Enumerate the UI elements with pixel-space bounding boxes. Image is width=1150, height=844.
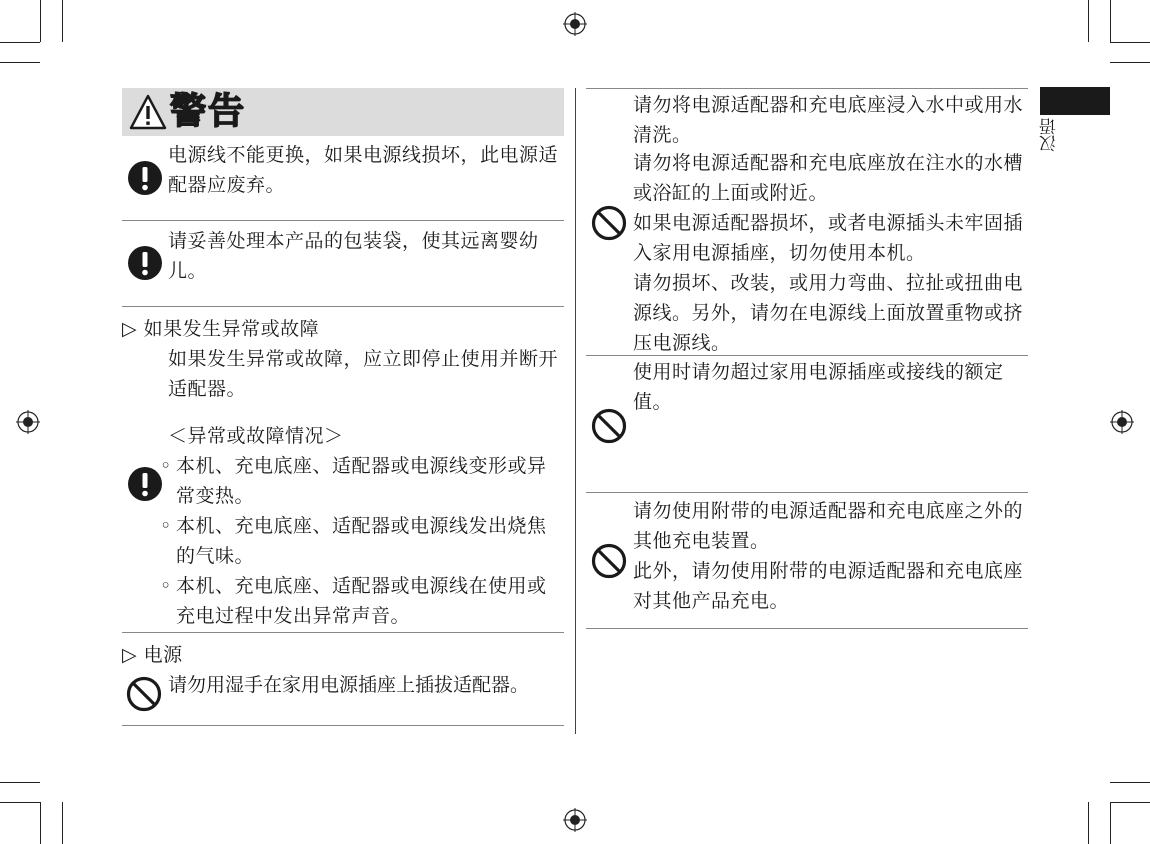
right-item3-paras — [633, 496, 1029, 616]
list-item: ◦ 本机、充电底座、适配器或电源线在使用或充电过程中发出异常声音。 — [160, 571, 564, 631]
mandatory-exclamation-icon — [127, 466, 163, 502]
left-item2-text: 请妥善处理本产品的包装袋，使其远离婴幼儿。 — [168, 230, 539, 282]
paragraph: 请勿将电源适配器和充电底座浸入水中或用水清洗。 — [633, 94, 1024, 146]
registration-mark-icon — [563, 12, 587, 36]
prohibition-icon — [591, 205, 627, 241]
prohibition-icon — [126, 676, 162, 712]
paragraph: 请勿将电源适配器和充电底座放在注水的水槽或浴缸的上面或附近。 — [633, 152, 1024, 204]
warning-triangle-icon — [128, 93, 168, 131]
divider — [586, 355, 1028, 356]
language-tab — [1040, 87, 1110, 115]
list-item: ◦ 本机、充电底座、适配器或电源线变形或异常变热。 — [160, 451, 564, 511]
power-text: 请勿用湿手在家用电源插座上插拔适配器。 — [168, 674, 530, 696]
section-heading-power: ▷ 电源 — [122, 644, 183, 666]
abnormal-intro: 如果发生异常或故障，应立即停止使用并断开适配器。 — [168, 348, 559, 400]
abnormal-bullet-list — [160, 451, 564, 631]
registration-mark-icon — [1110, 410, 1134, 434]
prohibition-icon — [591, 408, 627, 444]
divider — [122, 632, 564, 633]
mandatory-exclamation-icon — [127, 245, 163, 281]
section-heading-abnormal: ▷ 如果发生异常或故障 — [122, 318, 320, 340]
abnormal-subheading: ＜异常或故障情况＞ — [168, 425, 344, 447]
divider — [586, 88, 1028, 89]
right-item2-text: 使用时请勿超过家用电源插座或接线的额定值。 — [633, 361, 1004, 413]
warning-title: 警告 — [170, 91, 247, 132]
registration-mark-icon — [16, 410, 40, 434]
language-tab-label: 汉语 — [1040, 118, 1060, 152]
divider — [122, 725, 564, 726]
bullet-text: 本机、充电底座、适配器或电源线变形或异常变热。 — [176, 455, 547, 507]
left-item1-text: 电源线不能更换，如果电源线损坏，此电源适配器应废弃。 — [168, 144, 559, 196]
divider — [122, 306, 564, 307]
column-divider — [575, 88, 576, 734]
mandatory-exclamation-icon — [127, 160, 163, 196]
divider — [586, 492, 1028, 493]
prohibition-icon — [591, 543, 627, 579]
list-item: ◦ 本机、充电底座、适配器或电源线发出烧焦的气味。 — [160, 511, 564, 571]
paragraph: 此外，请勿使用附带的电源适配器和充电底座对其他产品充电。 — [633, 560, 1024, 612]
paragraph: 请勿损坏、改装，或用力弯曲、拉扯或扭曲电源线。另外，请勿在电源线上面放置重物或挤压电源线。 — [633, 272, 1024, 354]
bullet-text: 本机、充电底座、适配器或电源线发出烧焦的气味。 — [176, 515, 547, 567]
bullet-text: 本机、充电底座、适配器或电源线在使用或充电过程中发出异常声音。 — [176, 575, 547, 627]
divider — [586, 628, 1028, 629]
paragraph: 如果电源适配器损坏，或者电源插头未牢固插入家用电源插座，切勿使用本机。 — [633, 212, 1024, 264]
paragraph: 请勿使用附带的电源适配器和充电底座之外的其他充电装置。 — [633, 500, 1024, 552]
warning-banner — [122, 88, 564, 136]
divider — [122, 220, 564, 221]
registration-mark-icon — [563, 808, 587, 832]
right-item1-paras — [633, 90, 1029, 358]
